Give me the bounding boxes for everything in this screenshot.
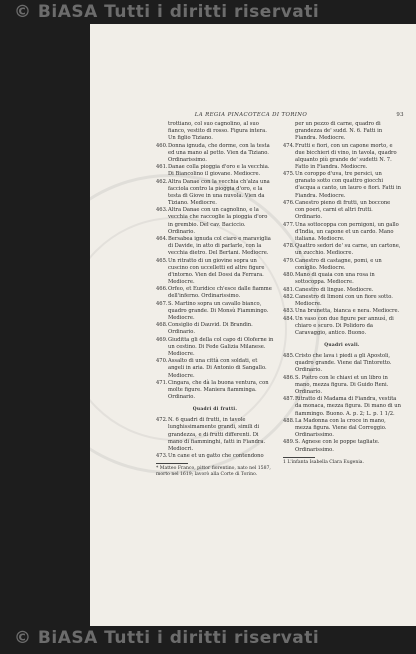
entry-number: 469. [156,336,168,343]
catalog-entry [283,418,401,439]
entry-number: 478. [283,243,295,250]
left-column [156,121,274,479]
entry-text: per un pezzo di carne, quadro di grandezza de' sudd. N. 6. Fatti in Fiandra. Mediocre. [295,121,383,142]
catalog-entry [156,322,274,336]
header-title: LA REGIA PINACOTECA DI TORINO [194,112,308,118]
catalog-entry [156,286,274,300]
watermark-bottom: © BiASA Tutti i diritti riservati [14,628,320,648]
catalog-entry [283,439,401,453]
footnote: 1 L'infanta Isabella Clara Eugenia. [283,459,364,465]
entry-text: Cingara, che dà la buona ventura, con molte figure. Maniera fiamminga. Ordinario. [168,379,269,401]
entry-number: 466. [156,286,168,293]
document-page [90,24,416,626]
catalog-entry [283,171,401,199]
section-heading: Quadri ovali. [324,343,360,349]
catalog-entry [156,258,274,286]
catalog-entry [283,200,401,221]
entry-number: 474. [283,142,295,149]
catalog-entry [283,396,401,417]
footnote-rule [156,463,188,464]
entry-number: 461. [156,164,168,171]
entry-text: Quattro sedori de' su carne, un cartone, un zucchio. Mediocre. [295,243,401,257]
entry-number: 473. [156,453,168,460]
catalog-entry [156,143,274,164]
entry-text: Frutti e fiori, con un capone morto, e due bicchieri di vino, in tavola, quadro alquanto più grande de' sudetti N. 7. Fatto in Fiandra. Mediocre. [295,142,397,170]
catalog-entry [283,353,401,374]
entry-number: 489. [283,439,295,446]
entry-text: Un vaso con due figure per annusì, di chiaro e scuro. Di Polidoro da Caravaggio, antico. Buono. [295,315,394,336]
catalog-entry [283,308,401,315]
entry-number: 479. [283,257,295,264]
entry-number: 484. [283,315,295,322]
entry-number: 477. [283,221,295,228]
entry-text: S. Pietro con le chiavi et un libro in mano, mezza figura. Di Guido Reni. Ordinario. [295,374,389,395]
catalog-entry [156,207,274,235]
entry-text: Altra Danae con la vecchia ch'alza una facciola contro la pioggia d'oro, e la testa di Giove in una nuvola. Vien da Tiziano. Mediocre. [168,178,270,206]
entry-number: 462. [156,178,168,185]
entry-text: S. Agnese con le poppe tagliate. Ordinarissimo. [295,439,380,453]
catalog-entry [283,258,401,272]
entry-number: 487. [283,396,295,403]
catalog-entry [283,243,401,257]
catalog-entry [283,143,401,171]
entry-number: 475. [283,171,295,178]
entry-text: Un coroppo d'uva, tre persici, un granato sotto con quattro giocchi d'acqua a canto, un lauro e fiori. Fatti in Fiandra. Mediocre. [295,171,401,199]
catalog-entry [283,121,401,142]
entry-text: Canestro pieno di frutti, un boccone con poeri, carni et altri frutti. Ordinario. [295,199,391,221]
entry-text: Canestro di lingue. Mediocre. [295,286,374,293]
entry-text: Danae colla pioggia d'oro e la vecchia. Di Biancolino il giovane. Mediocre. [168,164,270,178]
catalog-entry [156,301,274,322]
catalog-entry [283,294,401,308]
entry-text: Giuditta gli della col capo di Oloferne in un cestino. Di Fede Galizia Milanese. Mediocre. [168,336,274,357]
entry-text: N. 6 quadri di frutti, in tavole lunghissimamente grandi, simili di grandezza, e di frutti differenti. Di mano di fiamminghi, fatti in Fiandra. Mediocri. [168,417,266,452]
catalog-entry [156,358,274,379]
catalog-entry [156,453,274,460]
entry-text: Ritratto di Madama di Fiandra, vestita da monaca, mezza figura. Di mano di un fiammingo. Buono. A. p. 2; L. p. 1 1/2. [295,396,401,417]
entry-number: 470. [156,358,168,365]
entry-text: trottiano, col suo cagnolino, al suo fianco, vestito di rosso. Figura intera. Un figlio Tiziano. [168,121,267,142]
entry-number: 468. [156,322,168,329]
entry-number: 481. [283,286,295,293]
right-column [283,121,401,466]
entry-number: 471. [156,379,168,386]
entry-text: Una sottocoppa con pernigoni, un gallo d'India, un capone et un cardo. Mano italiana. Mediocre. [295,221,399,242]
entry-number: 485. [283,353,295,360]
catalog-entry [283,375,401,396]
catalog-entry [156,417,274,452]
entry-text: Assalto di una città con soldati, et angeli in aria. Di Antonio di Sangallo. Mediocre. [168,358,267,379]
watermark-top: © BiASA Tutti i diritti riservati [14,2,320,22]
catalog-entry [156,380,274,401]
entry-text: Mano di quaia con una rosa in sottocoppa. Mediocre. [295,272,375,286]
entry-text: Donna ignuda, che dorme, con la testa ed una mano al petto. Vien da Tiziano. Ordinarissimo. [168,142,270,163]
entry-text: Una brunetta, bianca e nera. Mediocre. [295,308,400,315]
catalog-entry [156,337,274,358]
entry-text: Cristo che lava i piedi a gli Apostoli, quadro grande. Viene dal Tintoretto. Ordinario. [295,353,392,374]
footnote: * Matteo Franco, pittor fiorentino, nato nel 1587, morto nel 1619; lavorò alla Corte di Torino. [156,466,271,478]
entry-text: Consiglio di Dauvid. Di Brandin. Ordinario. [168,322,253,336]
catalog-entry [283,316,401,337]
entry-number: 460. [156,142,168,149]
page-number: 93 [396,112,404,118]
catalog-entry [156,164,274,178]
entry-number: 465. [156,257,168,264]
footnote-rule [283,457,315,458]
entry-number: 463. [156,207,168,214]
entry-text: La Madonna con la croce in mano, mezza figura. Viene dal Correggio. Ordinarissimo. [295,417,387,439]
entry-number: 480. [283,272,295,279]
entry-text: Un ritratto di un giovine sopra un cuscino con uccelletti ed altre figure d'intorno. Vien del Dossi da Ferrara. Mediocre. [168,257,265,285]
entry-text: S. Martino sopra un cavallo bianco, quadro grande. Di Monsù Fiammingo. Mediocre. [168,300,269,321]
entry-text: Canestro di limoni con un fiore sotto. Mediocre. [295,293,393,308]
entry-text: Un cane et un gatto che contendono [168,453,264,460]
entry-number: 486. [283,374,295,381]
entry-text: Canestro di castagne, pomi, e un coniglio. Mediocre. [295,257,382,271]
entry-number: 476. [283,199,295,206]
catalog-entry [283,287,401,294]
catalog-entry [283,272,401,286]
entry-number: 483. [283,308,295,315]
entry-number: 482. [283,293,295,300]
entry-number: 467. [156,300,168,307]
entry-text: Altra Danae con un cagnolino, e la vecchia che raccoglie la pioggia d'oro in grembio. Del cav. Baciccio. Ordinario. [168,207,268,235]
catalog-entry [156,179,274,207]
catalog-entry [283,222,401,243]
entry-text: Bersabea ignuda col ciaro e maraviglia di Davide, in atto di parlarle, con la vecchia dietro. Del Bertani. Mediocre. [168,235,271,257]
catalog-entry [156,236,274,257]
section-heading: Quadri di frutti. [192,407,238,413]
entry-number: 472. [156,417,168,424]
entry-number: 464. [156,235,168,242]
entry-text: Orfeo, et Euridice ch'esce dalle fiamme dell'inferno. Ordinarissimo. [168,286,272,300]
entry-number: 488. [283,417,295,424]
catalog-entry [156,121,274,142]
